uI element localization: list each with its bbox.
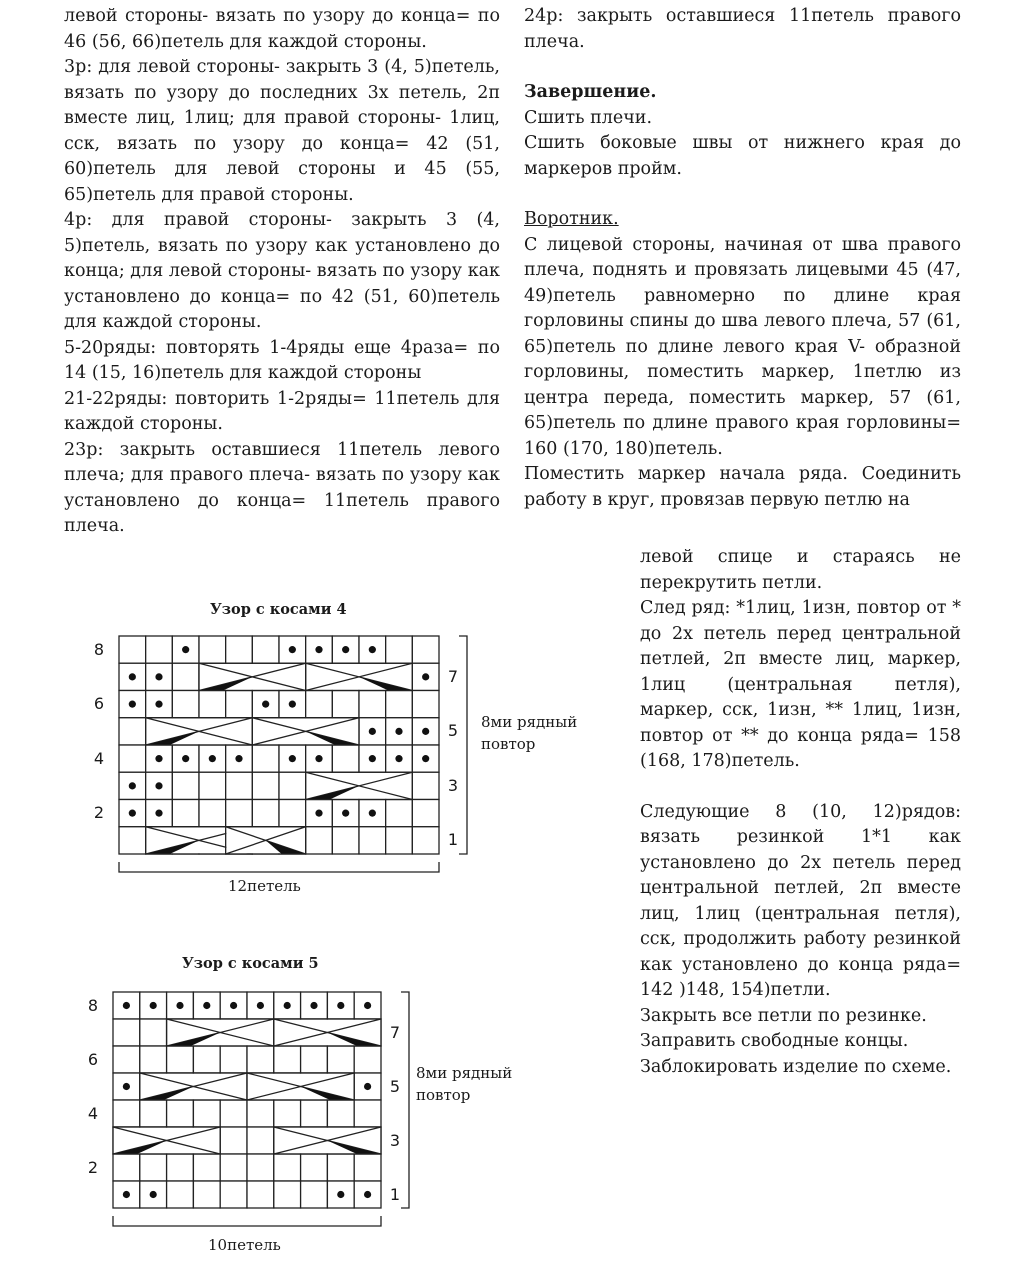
chart-2-repeat-label: 8ми рядный повтор <box>416 1064 513 1104</box>
block-text: Заблокировать изделие по схеме. <box>640 1056 952 1077</box>
purl-dot <box>315 810 322 817</box>
chart-cell <box>301 1181 328 1208</box>
chart-cell <box>306 691 333 718</box>
row-number-right: 3 <box>389 1130 401 1150</box>
chart-cell <box>332 745 359 772</box>
chart-cell <box>172 691 199 718</box>
purl-dot <box>150 1191 157 1198</box>
purl-dot <box>310 1002 317 1009</box>
chart-cell <box>247 1154 274 1181</box>
chart-cell <box>252 745 279 772</box>
chart-cell <box>412 827 439 854</box>
chart-cell <box>306 827 333 854</box>
chart-cell <box>167 1181 194 1208</box>
finish-step-2: Сшить боковые швы от нижнего края до маркеров пройм. <box>524 133 961 179</box>
finish-step-1: Сшить плечи. <box>524 107 653 128</box>
collar-continuation: левой спице и стараясь не перекрутить петли. <box>640 547 961 593</box>
chart-cell <box>226 691 253 718</box>
chart-cell <box>199 772 226 799</box>
chart-cell <box>301 1154 328 1181</box>
left-paragraph-5: 23р: закрыть оставшиеся 11петель левого плеча; для правого плеча- вязать по узору как установлено до конца= 11петель правого плеча. <box>64 439 500 536</box>
chart-cell <box>226 772 253 799</box>
chart-cell <box>172 772 199 799</box>
row-number-left: 6 <box>93 694 105 714</box>
purl-dot <box>123 1191 130 1198</box>
purl-dot <box>129 782 136 789</box>
chart-cell <box>386 827 413 854</box>
purl-dot <box>155 810 162 817</box>
chart-cell <box>386 800 413 827</box>
purl-dot <box>129 701 136 708</box>
chart-cell <box>220 1046 247 1073</box>
purl-dot <box>182 755 189 762</box>
row-number-right: 3 <box>447 775 459 795</box>
bind-off-text: Закрыть все петли по резинке. <box>640 1005 927 1026</box>
purl-dot <box>123 1002 130 1009</box>
purl-dot <box>155 755 162 762</box>
chart-cell <box>252 636 279 663</box>
chart-cell <box>274 1100 301 1127</box>
chart-cell <box>274 1181 301 1208</box>
purl-dot <box>155 782 162 789</box>
chart-cell <box>140 1100 167 1127</box>
chart-cell <box>412 800 439 827</box>
chart-cell <box>252 800 279 827</box>
chart-1-title: Узор с косами 4 <box>210 601 347 618</box>
purl-dot <box>342 810 349 817</box>
purl-dot <box>182 646 189 653</box>
chart-cell <box>113 1154 140 1181</box>
chart-cell <box>220 1181 247 1208</box>
row-number-right: 7 <box>389 1022 401 1042</box>
chart-cell <box>274 1046 301 1073</box>
chart-cell <box>226 800 253 827</box>
row-number-left: 4 <box>87 1103 99 1123</box>
chart-cell <box>386 636 413 663</box>
chart-cell <box>113 1100 140 1127</box>
chart-cell <box>327 1154 354 1181</box>
chart-1-grid <box>119 636 439 854</box>
row-number-left: 2 <box>93 803 105 823</box>
chart-cell <box>332 691 359 718</box>
purl-dot <box>129 673 136 680</box>
purl-dot <box>395 728 402 735</box>
chart-cell <box>167 1100 194 1127</box>
chart-cell <box>172 663 199 690</box>
purl-dot <box>369 810 376 817</box>
left-column <box>64 4 500 540</box>
chart-1-repeat-label: 8ми рядный повтор <box>481 713 578 753</box>
purl-dot <box>176 1002 183 1009</box>
purl-dot <box>315 646 322 653</box>
row-number-left: 6 <box>87 1049 99 1069</box>
chart-cell <box>301 1046 328 1073</box>
purl-dot <box>369 755 376 762</box>
chart-cell <box>220 1154 247 1181</box>
purl-dot <box>364 1002 371 1009</box>
chart-cell <box>140 1154 167 1181</box>
chart-cell <box>113 1019 140 1046</box>
purl-dot <box>422 673 429 680</box>
row-number-right: 1 <box>389 1184 401 1204</box>
purl-dot <box>289 755 296 762</box>
chart-cell <box>354 1046 381 1073</box>
chart-cell <box>247 1127 274 1154</box>
chart-cell <box>301 1100 328 1127</box>
collar-paragraph-1: С лицевой стороны, начиная от шва правого плеча, поднять и провязать лицевыми 45 (47, 49)петель равномерно по длине края горловины спины до шва левого плеча, 57 (61, 65)петель по длине левого края V- образной горловины, поместить маркер, 1петлю из центра переда, поместить маркер, 57 (61, 65)петель по длине правого края горловины= 160 (170, 180)петель. <box>524 234 961 459</box>
chart-cell <box>359 691 386 718</box>
width-bracket <box>113 1216 381 1226</box>
collar-paragraph-2: Поместить маркер начала ряда. Соединить работу в круг, провязав первую петлю на <box>524 464 961 510</box>
purl-dot <box>230 1002 237 1009</box>
left-paragraph-1: 3р: для левой стороны- закрыть 3 (4, 5)петель, вязать по узору до последних 3х петель, 2п вместе лиц, 1лиц; для правой стороны- 1лиц, сск, вязать по узору до конца= 42 (51, 60)петель для левой стороны и 45 (55, 65)петель для правой стороны. <box>64 57 500 205</box>
chart-cell <box>327 1046 354 1073</box>
chart-cell <box>412 772 439 799</box>
chart-cell <box>247 1181 274 1208</box>
chart-cell <box>226 636 253 663</box>
purl-dot <box>123 1083 130 1090</box>
purl-dot <box>369 728 376 735</box>
chart-cell <box>119 827 146 854</box>
row-number-right: 7 <box>447 666 459 686</box>
chart-cell <box>354 1154 381 1181</box>
purl-dot <box>337 1191 344 1198</box>
row-number-left: 8 <box>93 639 105 659</box>
chart-cell <box>146 636 173 663</box>
purl-dot <box>155 673 162 680</box>
row-number-left: 8 <box>87 995 99 1015</box>
chart-cell <box>412 691 439 718</box>
chart-cell <box>247 1100 274 1127</box>
row-number-right: 5 <box>447 721 459 741</box>
collar-title: Воротник. <box>524 209 619 229</box>
chart-cell <box>279 800 306 827</box>
purl-dot <box>235 755 242 762</box>
chart-cell <box>199 691 226 718</box>
purl-dot <box>289 701 296 708</box>
purl-dot <box>337 1002 344 1009</box>
purl-dot <box>315 755 322 762</box>
purl-dot <box>203 1002 210 1009</box>
chart-2-title: Узор с косами 5 <box>182 955 319 972</box>
purl-dot <box>262 701 269 708</box>
row-number-right: 1 <box>447 830 459 850</box>
purl-dot <box>364 1083 371 1090</box>
purl-dot <box>342 646 349 653</box>
chart-cell <box>279 772 306 799</box>
row-number-right: 5 <box>389 1076 401 1096</box>
chart-cell <box>113 1046 140 1073</box>
chart-2-width-label: 10петель <box>208 1236 281 1254</box>
chart-cell <box>412 636 439 663</box>
chart-cell <box>359 827 386 854</box>
chart-cell <box>193 1046 220 1073</box>
right-column <box>524 4 961 513</box>
purl-dot <box>257 1002 264 1009</box>
left-paragraph-2: 4р: для правой стороны- закрыть 3 (4, 5)петель, вязать по узору как установлено до конца; для левой стороны- вязать по узору как установлено до конца= по 42 (51, 60)петель для каждой стороны. <box>64 210 500 332</box>
chart-2-grid <box>113 992 381 1208</box>
chart-cell <box>220 1100 247 1127</box>
following-rows-text: Следующие 8 (10, 12)рядов: вязать резинкой 1*1 как установлено до 2х петель перед центральной петлей, 2п вместе лиц, 1лиц (центральная петля), сск, продолжить работу резинкой как установлено до конца ряда= 142 )148, 154)петли. <box>640 801 961 1000</box>
chart-cell <box>252 772 279 799</box>
purl-dot <box>369 646 376 653</box>
purl-dot <box>395 755 402 762</box>
chart-cell <box>140 1046 167 1073</box>
chart-cell <box>172 800 199 827</box>
row-24-text: 24р: закрыть оставшиеся 11петель правого плеча. <box>524 6 961 52</box>
purl-dot <box>422 728 429 735</box>
purl-dot <box>289 646 296 653</box>
chart-cell <box>193 1100 220 1127</box>
chart-cell <box>193 1154 220 1181</box>
chart-cell <box>119 718 146 745</box>
chart-cell <box>386 691 413 718</box>
purl-dot <box>155 701 162 708</box>
chart-cell <box>247 1046 274 1073</box>
purl-dot <box>284 1002 291 1009</box>
purl-dot <box>129 810 136 817</box>
row-number-left: 4 <box>93 748 105 768</box>
row-number-left: 2 <box>87 1157 99 1177</box>
left-paragraph-4: 21-22ряды: повторить 1-2ряды= 11петель для каждой стороны. <box>64 388 500 434</box>
purl-dot <box>364 1191 371 1198</box>
purl-dot <box>150 1002 157 1009</box>
next-row-text: След ряд: *1лиц, 1изн, повтор от * до 2х петель перед центральной петлей, 2п вместе лиц, маркер, 1лиц (центральная петля), маркер, сск, 1изн, ** 1лиц, 1изн, повтор от ** до конца ряда= 158 (168, 178)петель. <box>640 598 961 771</box>
left-paragraph-0: левой стороны- вязать по узору до конца= по 46 (56, 66)петель для каждой стороны. <box>64 6 500 52</box>
chart-cell <box>119 745 146 772</box>
chart-cell <box>167 1046 194 1073</box>
chart-cell <box>332 827 359 854</box>
chart-cell <box>274 1154 301 1181</box>
chart-cell <box>199 800 226 827</box>
chart-cell <box>354 1100 381 1127</box>
right-narrow-column <box>640 545 961 1080</box>
chart-cell <box>167 1154 194 1181</box>
left-paragraph-3: 5-20ряды: повторять 1-4ряды еще 4раза= по 14 (15, 16)петель для каждой стороны <box>64 337 500 383</box>
chart-cell <box>140 1019 167 1046</box>
chart-cell <box>193 1181 220 1208</box>
chart-cell <box>119 636 146 663</box>
chart-1-width-label: 12петель <box>228 877 301 895</box>
purl-dot <box>209 755 216 762</box>
purl-dot <box>422 755 429 762</box>
weave-ends-text: Заправить свободные концы. <box>640 1031 909 1051</box>
width-bracket <box>119 862 439 872</box>
chart-cell <box>199 636 226 663</box>
chart-cell <box>327 1100 354 1127</box>
finish-title: Завершение. <box>524 82 657 102</box>
chart-cell <box>220 1127 247 1154</box>
